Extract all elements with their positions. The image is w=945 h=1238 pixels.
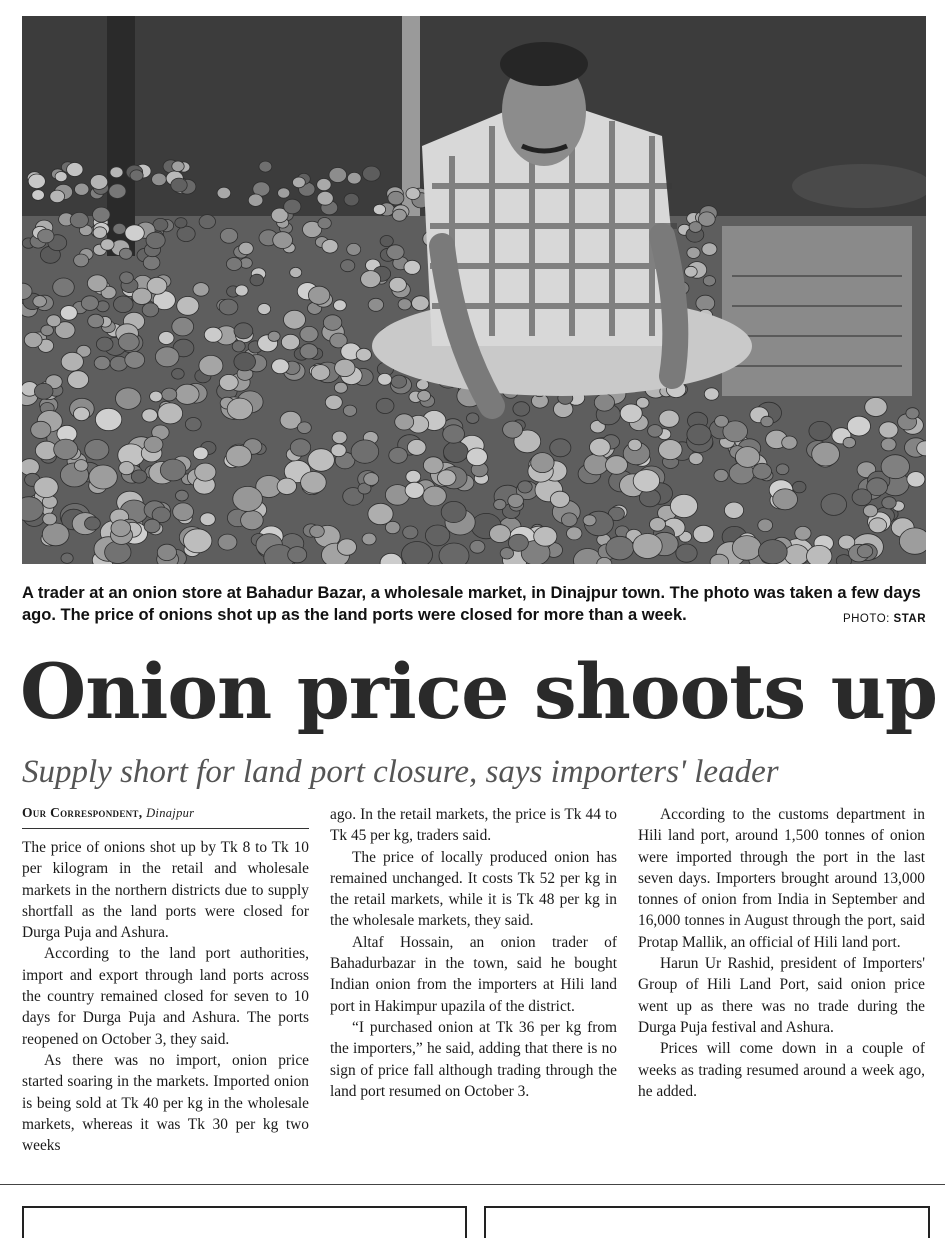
- byline-place: Dinajpur: [146, 806, 195, 820]
- credit-source: STAR: [893, 613, 926, 625]
- section-divider: [0, 1184, 945, 1185]
- paragraph: Prices will come down in a couple of weeks as trading resumed around a week ago, he added.: [638, 1040, 925, 1100]
- paragraph: ago. In the retail markets, the price is Tk 44 to Tk 45 per kg, traders said.: [330, 806, 617, 845]
- subheadline: Supply short for land port closure, says importers' leader: [22, 754, 779, 790]
- paragraph: According to the land port authorities, import and export through land ports across the country remained closed for seven to 10 days for Durga Puja and Ashura. The ports reopened on October 3, they said.: [22, 945, 309, 1048]
- paragraph: Harun Ur Rashid, president of Importers' Group of Hili Land Port, said onion price went up as there was no trade during the Durga Puja festival and Ashura.: [638, 955, 925, 1036]
- paragraph: “I purchased onion at Tk 36 per kg from the importers,” he said, adding that there is no sign of price fall although trading through the land port resumed on October 3.: [330, 1018, 617, 1100]
- paragraph: Altaf Hossain, an onion trader of Bahadurbazar in the town, said he bought Indian onion from the importers at Hili land port in Hakimpur upazila of the district.: [330, 933, 617, 1015]
- caption-text: A trader at an onion store at Bahadur Bazar, a wholesale market, in Dinajpur town. The photo was taken a few days ago. The price of onions shot up as the land ports were closed for more than a week.: [22, 584, 921, 624]
- photo-caption: [22, 582, 926, 630]
- next-article-box-left: [22, 1206, 467, 1238]
- paragraph: The price of onions shot up by Tk 8 to Tk 10 per kilogram in the retail and wholesale markets in the northern districts due to supply shortfall as the land ports were closed for Durga Puja and Ashura.: [22, 839, 309, 942]
- credit-prefix: PHOTO:: [842, 613, 890, 625]
- paragraph: According to the customs department in Hili land port, around 1,500 tonnes of onion were imported through the port in the last seven days. Importers brought around 13,000 tonnes of onion from India in September and 16,000 tonnes in August through the port, said Protap Mallik, an official of Hili land port.: [638, 806, 925, 951]
- article-column-2: [330, 804, 617, 1102]
- paragraph: The price of locally produced onion has remained unchanged. It costs Tk 52 per kg in the retail markets, while it is Tk 48 per kg in the wholesale markets, they said.: [330, 848, 617, 930]
- photo-illustration: [22, 16, 926, 564]
- article-column-3: [638, 804, 925, 1102]
- next-article-box-right: [484, 1206, 930, 1238]
- byline-name: Our Correspondent,: [22, 805, 143, 820]
- byline: [22, 804, 309, 829]
- article-column-1: [22, 804, 309, 1156]
- news-photo-onion-trader: [22, 16, 926, 564]
- paragraph: As there was no import, onion price started soaring in the markets. Imported onion is being sold at Tk 40 per kg in the wholesale markets, whereas it was Tk 30 per kg two weeks: [22, 1051, 309, 1155]
- headline: Onion price shoots up: [20, 647, 938, 736]
- article-body: [22, 804, 926, 1180]
- photo-credit: [843, 608, 926, 630]
